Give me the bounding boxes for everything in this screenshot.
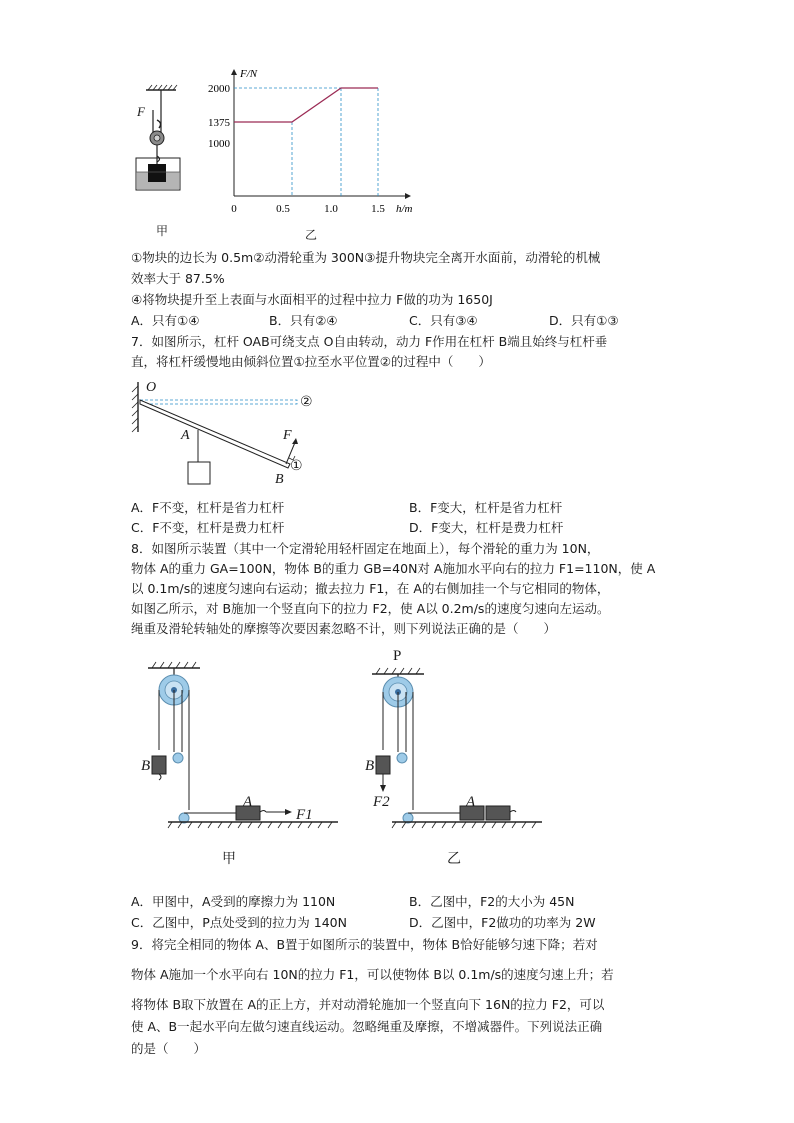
q7-label-f: F xyxy=(283,428,292,443)
q8-yi-label-b: B xyxy=(365,758,375,774)
q7-label-o: O xyxy=(146,380,157,395)
q7-label-pos2: ② xyxy=(300,394,313,410)
x-tick-0: 0 xyxy=(231,203,237,215)
q8-stem-2: 物体 A的重力 GA=100N，物体 B的重力 GB=40N对 A施加水平向右的拉力 F1=110N，使 A xyxy=(131,561,656,576)
q6-statement-2: 效率大于 87.5% xyxy=(131,271,225,286)
y-tick-2000: 2000 xyxy=(208,83,230,95)
x-axis-label: h/m xyxy=(396,203,413,215)
x-tick-1-5: 1.5 xyxy=(371,203,385,215)
q7-option-a[interactable]: A．F不变，杠杆是省力杠杆 xyxy=(131,500,285,515)
q8-stem-3: 以 0.1m/s的速度匀速向右运动；撤去拉力 F1，在 A的右侧加挂一个与它相同的物体， xyxy=(131,581,610,596)
q6-option-b[interactable]: B．只有②④ xyxy=(269,313,338,328)
q6-force-label: F xyxy=(137,104,145,119)
q8-yi-label-f2: F2 xyxy=(373,794,390,810)
y-tick-1375: 1375 xyxy=(208,117,230,129)
q9-stem-4: 使 A、B一起水平向左做匀速直线运动。忽略绳重及摩擦，不增减器件。下列说法正确 xyxy=(131,1019,603,1034)
q8-figure-yi xyxy=(362,660,562,840)
q8-stem-5: 绳重及滑轮转轴处的摩擦等次要因素忽略不计，则下列说法正确的是（ ） xyxy=(131,621,557,636)
q9-stem-3: 将物体 B取下放置在 A的正上方，并对动滑轮施加一个竖直向下 16N的拉力 F2，可以 xyxy=(131,997,605,1012)
q8-jia-label-a: A xyxy=(243,794,253,810)
q9-stem-1: 9．将完全相同的物体 A、B置于如图所示的装置中，物体 B恰好能够匀速下降；若对 xyxy=(131,937,598,952)
x-tick-0-5: 0.5 xyxy=(276,203,290,215)
y-axis-label: F/N xyxy=(240,68,258,80)
q7-stem-2: 直，将杠杆缓慢地由倾斜位置①拉至水平位置②的过程中（ ） xyxy=(131,354,491,369)
q8-option-b[interactable]: B．乙图中，F2的大小为 45N xyxy=(409,894,575,909)
q7-label-a: A xyxy=(181,428,190,443)
q6-statement-3: ④将物块提升至上表面与水面相平的过程中拉力 F做的功为 1650J xyxy=(131,292,493,307)
q6-figure-jia xyxy=(128,82,188,202)
q6-graph-yi xyxy=(196,64,426,224)
q8-option-a[interactable]: A．甲图中，A受到的摩擦力为 110N xyxy=(131,894,336,909)
q7-stem-1: 7．如图所示，杠杆 OAB可绕支点 O自由转动，动力 F作用在杠杆 B端且始终与杠杆垂 xyxy=(131,334,608,349)
q9-stem-2: 物体 A施加一个水平向右 10N的拉力 F1，可以使物体 B以 0.1m/s的速度匀速上升；若 xyxy=(131,967,614,982)
q8-label-yi: 乙 xyxy=(447,851,461,867)
q8-label-jia: 甲 xyxy=(222,851,236,867)
q7-option-b[interactable]: B．F变大，杠杆是省力杠杆 xyxy=(409,500,563,515)
q7-option-d[interactable]: D．F变大，杠杆是费力杠杆 xyxy=(409,520,564,535)
q8-option-d[interactable]: D．乙图中，F2做功的功率为 2W xyxy=(409,915,596,930)
q8-yi-label-p: P xyxy=(393,648,402,664)
q9-stem-5: 的是（ ） xyxy=(131,1041,207,1056)
q6-option-d[interactable]: D．只有①③ xyxy=(549,313,619,328)
q7-label-b: B xyxy=(275,472,284,487)
x-tick-1-0: 1.0 xyxy=(324,203,338,215)
graph-force-curve xyxy=(234,88,378,122)
q8-option-c[interactable]: C．乙图中，P点处受到的拉力为 140N xyxy=(131,915,347,930)
q8-jia-label-b: B xyxy=(141,758,151,774)
y-tick-1000: 1000 xyxy=(208,138,230,150)
q6-option-c[interactable]: C．只有③④ xyxy=(409,313,478,328)
q6-option-a[interactable]: A．只有①④ xyxy=(131,313,200,328)
q7-option-c[interactable]: C．F不变，杠杆是费力杠杆 xyxy=(131,520,285,535)
q6-statement-1: ①物块的边长为 0.5m②动滑轮重为 300N③提升物块完全离开水面前，动滑轮的机械 xyxy=(131,250,601,265)
q6-label-jia: 甲 xyxy=(156,224,169,238)
q8-stem-1: 8．如图所示装置（其中一个定滑轮用轻杆固定在地面上），每个滑轮的重力为 10N， xyxy=(131,541,600,556)
q8-jia-label-f1: F1 xyxy=(296,807,313,823)
q8-stem-4: 如图乙所示，对 B施加一个竖直向下的拉力 F2，使 A以 0.2m/s的速度匀速向左运动。 xyxy=(131,601,610,616)
q7-label-pos1: ① xyxy=(290,458,303,474)
q8-figure-jia xyxy=(138,660,348,840)
q6-label-yi: 乙 xyxy=(305,228,318,242)
q8-yi-label-a: A xyxy=(466,794,476,810)
